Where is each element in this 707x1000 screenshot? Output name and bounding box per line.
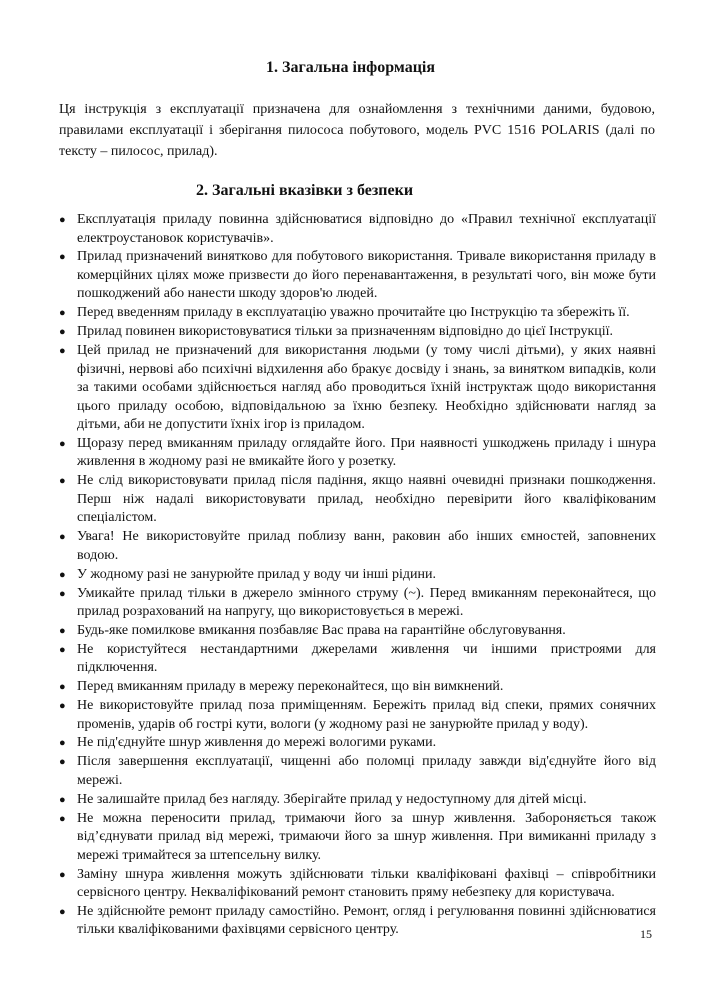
list-item-text: Будь-яке помилкове вмикання позбавляє Вас права на гарантійне обслуговування. — [77, 622, 566, 638]
list-item — [59, 435, 656, 472]
list-item — [59, 342, 656, 435]
list-item — [59, 753, 656, 790]
list-item — [59, 304, 656, 323]
list-item-text: Не залишайте прилад без нагляду. Зберігайте прилад у недоступному для дітей місці. — [77, 791, 587, 807]
list-item-text: Не під'єднуйте шнур живлення до мережі вологими руками. — [77, 735, 437, 751]
bullet-icon: ● — [59, 700, 66, 713]
page-number: 15 — [640, 927, 652, 941]
list-item-text: Не можна переносити прилад, тримаючи його за шнур живлення. Забороняється також від’єднувати прилад від мережі, тримаючи його за шнур живлення. При вимиканні приладу з мережі тримайтеся за штепсельну вилку. — [77, 810, 656, 863]
list-item-text: Прилад призначений винятково для побутового використання. Тривале використання приладу в комерційних цілях може призвести до його перенавантаження, в результаті чого, він може бути пошкоджений або нанести шкоду здоров'ю людей. — [77, 249, 656, 302]
list-item — [59, 566, 656, 585]
list-item-text: У жодному разі не занурюйте прилад у воду чи інші рідини. — [77, 566, 437, 582]
safety-rules-list — [59, 211, 656, 940]
bullet-icon: ● — [59, 437, 66, 450]
list-item-text: Не використовуйте прилад поза приміщенням. Бережіть прилад від спеки, прямих сонячних променів, ударів об гострі кути, вологи (у жодному разі не занурюйте прилад у воду). — [77, 698, 656, 732]
list-item-text: Прилад повинен використовуватися тільки за призначенням відповідно до цієї Інструкції. — [77, 324, 614, 340]
list-item-text: Після завершення експлуатації, чищенні або поломці приладу завжди від'єднуйте його від мережі. — [77, 754, 656, 788]
list-item — [59, 810, 656, 866]
list-item — [59, 585, 656, 622]
bullet-icon: ● — [59, 793, 66, 806]
bullet-icon: ● — [59, 737, 66, 750]
list-item — [59, 528, 656, 565]
list-item-text: Не користуйтеся нестандартними джерелами живлення чи іншими пристроями для підключення. — [77, 641, 656, 676]
list-item — [59, 248, 656, 304]
list-item — [59, 903, 656, 940]
list-item-text: Не слід використовувати прилад після падіння, якщо наявні очевидні признаки пошкодження. Перш ніж надалі використовувати прилад, необхідно перевірити його кваліфікованим спеціалістом. — [77, 473, 656, 526]
list-item — [59, 472, 656, 528]
bullet-icon: ● — [59, 531, 66, 544]
bullet-icon: ● — [59, 307, 66, 320]
bullet-icon: ● — [59, 251, 66, 264]
list-item — [59, 697, 656, 734]
list-item-text: Цей прилад не призначений для використання людьми (у тому числі дітьми), у яких наявні фізичні, нервові або психічні відхилення або бракує досвіду і знань, за винятком випадків, коли за такими особами здійснюється нагляд або проводиться їхній інструктаж щодо використання цього приладу особою, відповідальною за їхню безпеку. Необхідно здійснювати нагляд за дітьми, аби не допустити їхніх ігор із приладом. — [77, 343, 656, 433]
bullet-icon: ● — [59, 643, 66, 656]
list-item — [59, 622, 656, 641]
list-item-text: Увага! Не використовуйте прилад поблизу ванн, раковин або інших ємностей, заповнених водою. — [77, 529, 656, 563]
list-item-text: Умикайте прилад тільки в джерело змінного струму (~). Перед вмиканням переконайтеся, що прилад розрахований на напругу, що використовується в мережі. — [77, 585, 656, 620]
bullet-icon: ● — [59, 681, 66, 694]
section-2-title: 2. Загальні вказівки з безпеки — [196, 182, 414, 199]
list-item-text: Перед введенням приладу в експлуатацію уважно прочитайте цю Інструкцію та збережіть її. — [77, 305, 630, 321]
list-item-text: Щоразу перед вмиканням приладу оглядайте його. При наявності ушкоджень приладу і шнура живлення в жодному разі не вмикайте його у розетку. — [77, 435, 656, 470]
bullet-icon: ● — [59, 812, 66, 825]
list-item — [59, 323, 656, 342]
section-1-text: Ця інструкція з експлуатації призначена для ознайомлення з технічними даними, будовою, правилами експлуатації і зберігання пилососа побутового, модель PVC 1516 POLARIS (далі по тексту – пилосос, прилад). — [59, 102, 655, 159]
list-item — [59, 211, 656, 248]
list-item — [59, 791, 656, 810]
bullet-icon: ● — [59, 624, 66, 637]
list-item-text: Перед вмиканням приладу в мережу переконайтеся, що він вимкнений. — [77, 679, 504, 695]
list-item — [59, 866, 656, 903]
bullet-icon: ● — [59, 326, 66, 339]
bullet-icon: ● — [59, 587, 66, 600]
list-item — [59, 641, 656, 678]
list-item-text: Експлуатація приладу повинна здійснюватися відповідно до «Правил технічної експлуатації електроустановок користувачів». — [77, 212, 656, 246]
bullet-icon: ● — [59, 905, 66, 918]
bullet-icon: ● — [59, 345, 66, 358]
section-1-title: 1. Загальна інформація — [266, 59, 436, 76]
bullet-icon: ● — [59, 756, 66, 769]
bullet-icon: ● — [59, 475, 66, 488]
list-item-text: Заміну шнура живлення можуть здійснювати тільки кваліфіковані фахівці – співробітники сервісного центру. Некваліфікований ремонт становить пряму небезпеку для користувача. — [77, 866, 656, 901]
list-item — [59, 678, 656, 697]
bullet-icon: ● — [59, 568, 66, 581]
bullet-icon: ● — [59, 868, 66, 881]
bullet-icon: ● — [59, 214, 66, 226]
list-item-text: Не здійснюйте ремонт приладу самостійно. Ремонт, огляд і регулювання повинні здійснюватися тільки кваліфікованими фахівцями сервісного центру. — [77, 903, 656, 938]
list-item — [59, 734, 656, 753]
